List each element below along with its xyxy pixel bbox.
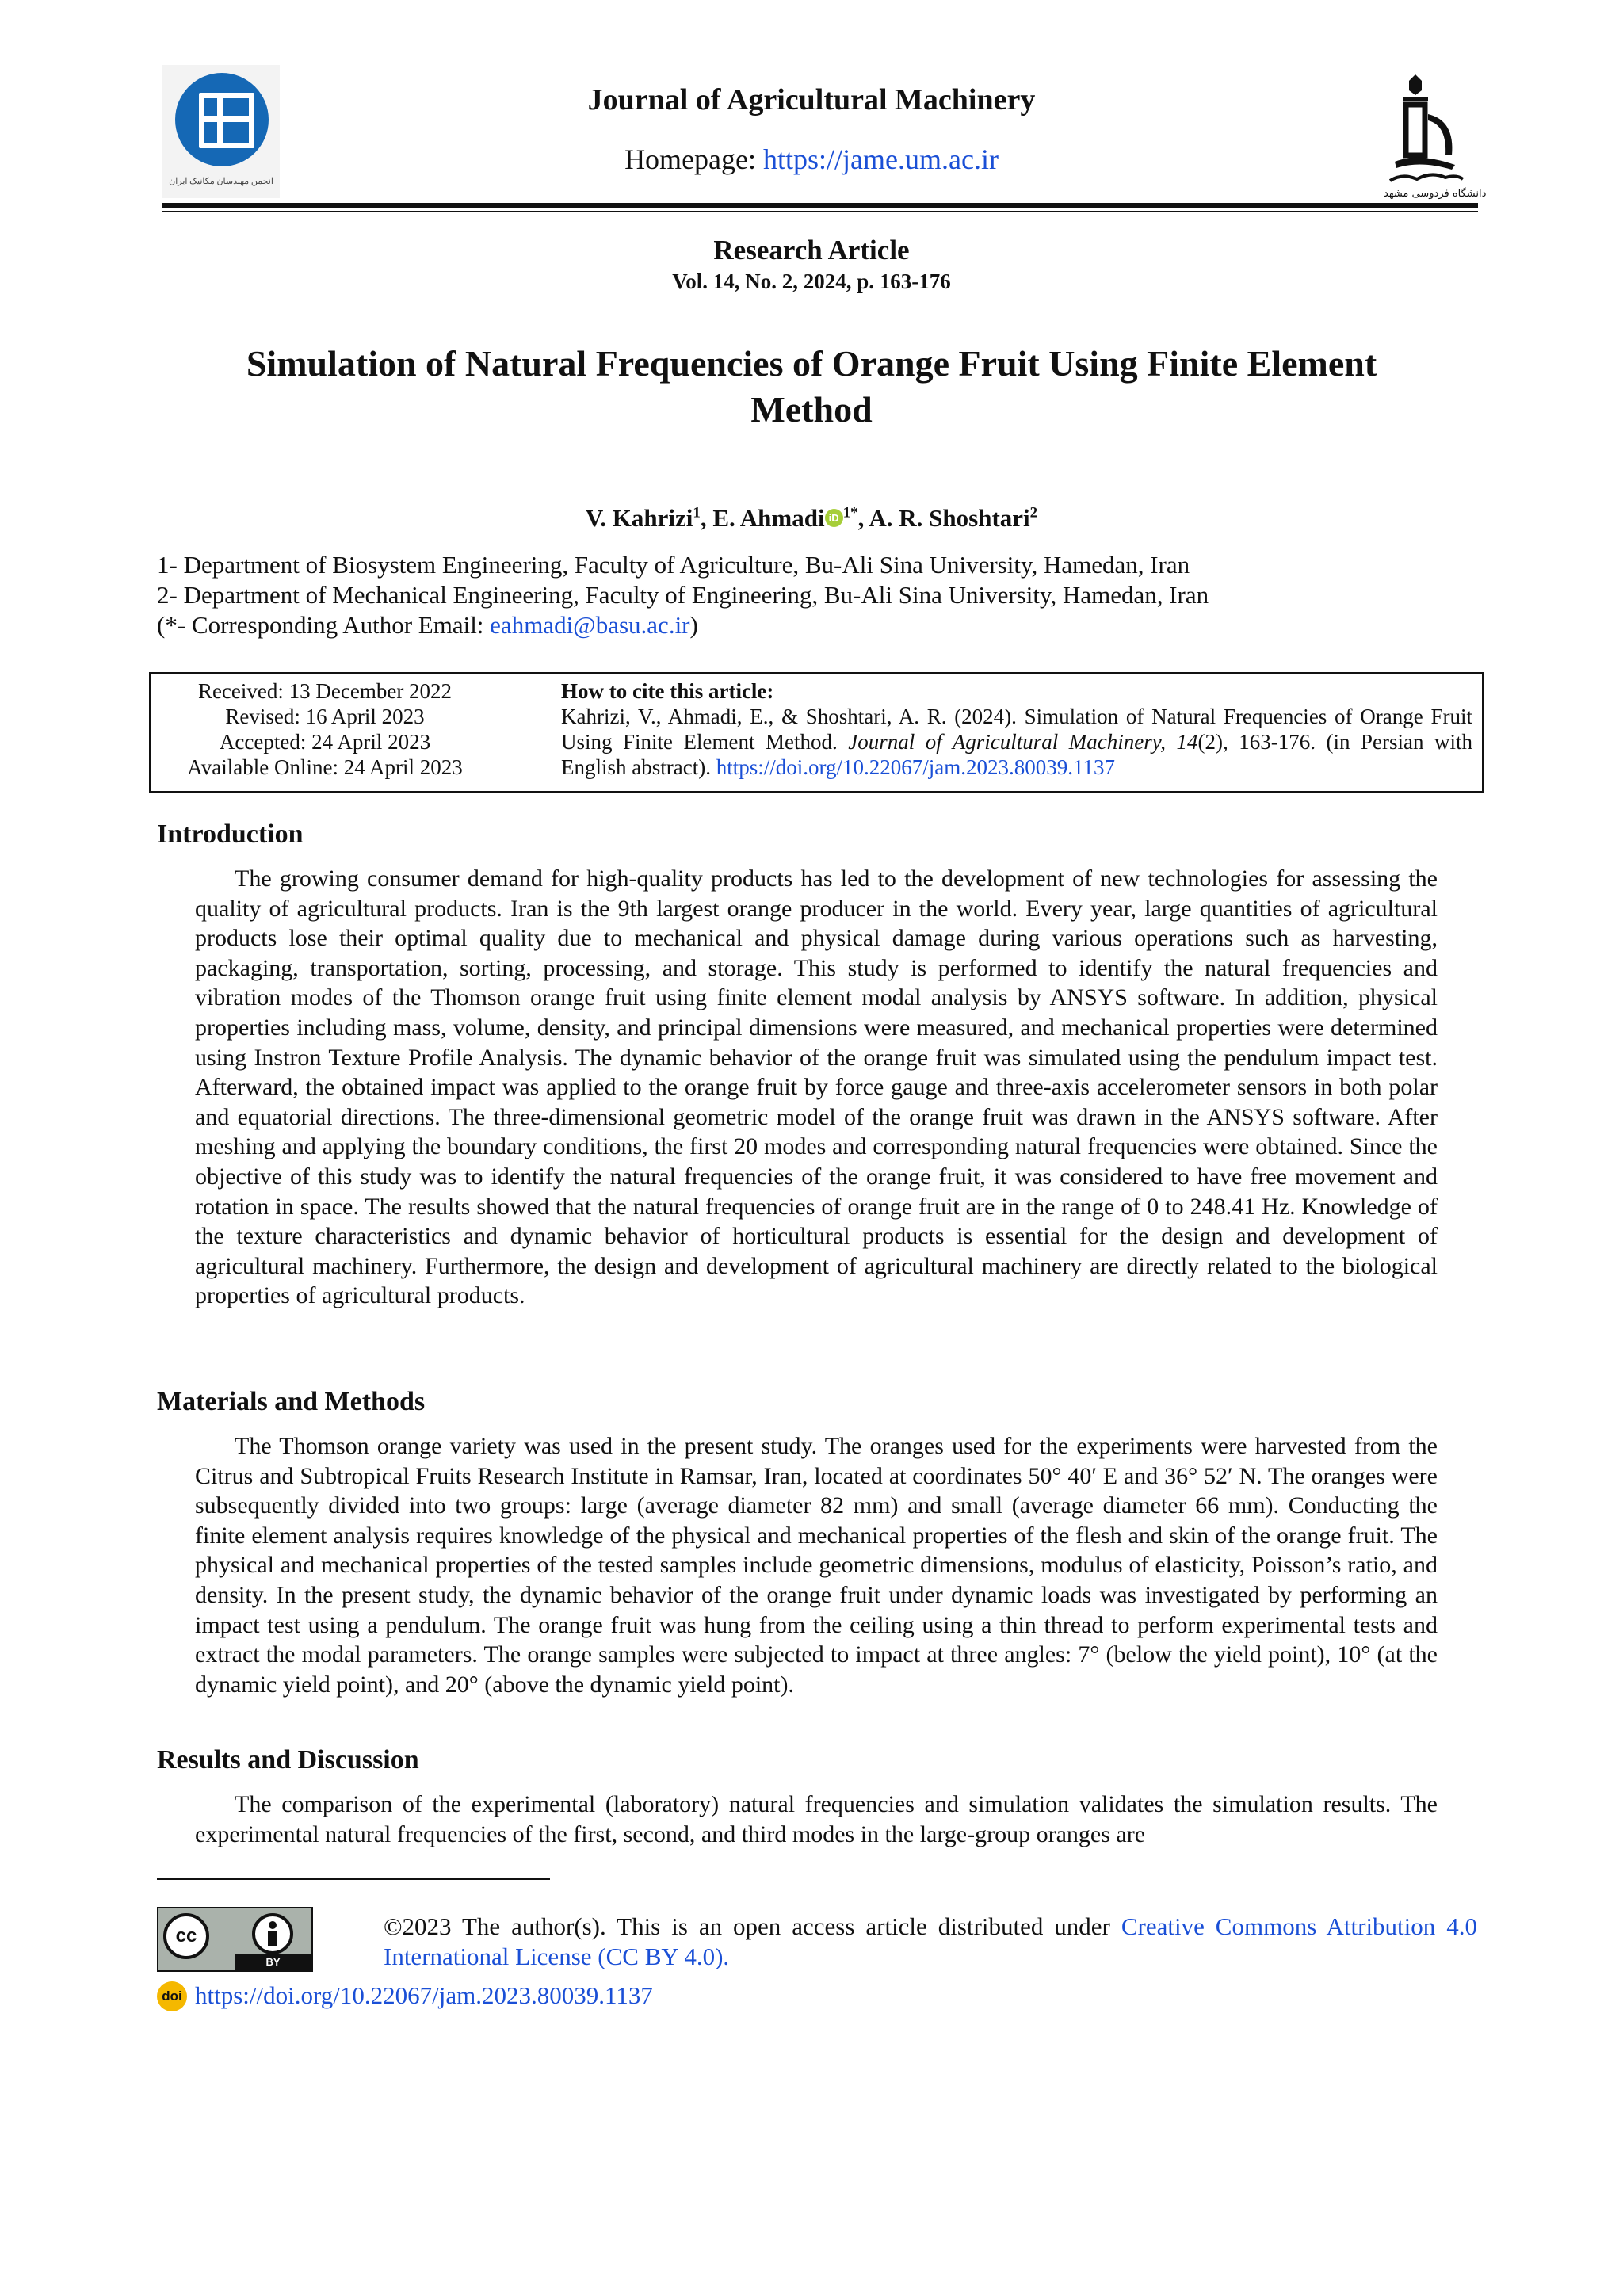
cite-text-1: Kahrizi, V., Ahmadi, E., & Shoshtari, A. R. (2024). Simulation of Natural Frequencies of Orange Fruit Using Finite Element Method. bbox=[561, 705, 1472, 754]
article-type: Research Article bbox=[713, 235, 910, 266]
author-name: A. R. Shoshtari bbox=[869, 504, 1030, 532]
license-prefix: ©2023 The author(s). This is an open access article distributed under bbox=[384, 1912, 1121, 1940]
affiliations bbox=[157, 550, 1209, 640]
results-heading: Results and Discussion bbox=[157, 1745, 419, 1775]
date-online: Available Online: 24 April 2023 bbox=[187, 755, 463, 779]
paper-title: Simulation of Natural Frequencies of Orange Fruit Using Finite Element Method bbox=[246, 343, 1377, 430]
intro-heading: Introduction bbox=[157, 819, 304, 849]
by-label: BY bbox=[235, 1954, 311, 1970]
header-rule-thin bbox=[162, 211, 1478, 212]
journal-title: Journal of Agricultural Machinery bbox=[587, 83, 1036, 117]
orcid-icon[interactable]: iD bbox=[825, 509, 843, 527]
results-paragraph: The comparison of the experimental (laboratory) natural frequencies and simulation validates the simulation results. The experimental natural frequencies of the first, second, and third modes in the large-group oranges are bbox=[195, 1791, 1438, 1847]
article-dates bbox=[166, 678, 483, 780]
attribution-person-icon bbox=[252, 1913, 293, 1954]
author-affil-mark: 1* bbox=[842, 504, 858, 521]
cc-icon: cc bbox=[163, 1913, 209, 1959]
citation-box bbox=[149, 672, 1484, 793]
doi-icon: doi bbox=[157, 1981, 187, 2011]
corr-prefix: (*- Corresponding Author Email: bbox=[157, 611, 491, 639]
intro-paragraph: The growing consumer demand for high-quality products has led to the development of new technologies for assessing the quality of agricultural products. Iran is the 9th largest orange producer in the world. Every year, large quantities of agricultural products lose their optimal quality due to mechanical and physical damage during various operations such as harvesting, packaging, transportation, sorting, processing, and storage. This study is performed to identify the natural frequencies and vibration modes of the Thomson orange fruit using finite element modal analysis by ANSYS software. In addition, physical properties including mass, volume, density, and principal dimensions were measured, and mechanical properties were determined using Instron Texture Profile Analysis. The dynamic behavior of the orange fruit was simulated using the pendulum impact test. Afterward, the obtained impact was applied to the orange fruit by force gauge and three-axis accelerometer sensors in both polar and equatorial directions. The three-dimensional geometric model of the orange fruit was drawn in the ANSYS software. After meshing and applying the boundary conditions, the first 20 modes and corresponding natural frequencies were obtained. Since the objective of this study was to identify the natural frequencies of the orange fruit, it was considered to have free movement and rotation in space. The results showed that the natural frequencies of orange fruit are in the range of 0 to 248.41 Hz. Knowledge of the texture characteristics and dynamic behavior of horticultural products is essential for the design and development of agricultural machinery. Furthermore, the design and development of agricultural machinery are directly related to the biological properties of agricultural products. bbox=[195, 865, 1438, 1309]
corresponding-author bbox=[157, 610, 1209, 640]
date-revised: Revised: 16 April 2023 bbox=[225, 705, 425, 728]
footnote-rule bbox=[157, 1878, 550, 1880]
author-list: V. Kahrizi$^1$, E. Ahmadi iD $^{1*}$, A. R. Shoshtari$^2$ bbox=[585, 504, 1038, 532]
corr-email-link[interactable]: eahmadi@basu.ac.ir bbox=[490, 611, 690, 639]
how-to-cite bbox=[561, 678, 1472, 780]
university-logo-caption: دانشگاه فردوسی مشهد bbox=[1384, 188, 1487, 200]
affiliation-2: 2- Department of Mechanical Engineering, Faculty of Engineering, Bu-Ali Sina University, Hamedan, Iran bbox=[157, 581, 1209, 609]
cite-text-2: (2), 163-176. (in Persian with English abstract). bbox=[561, 730, 1472, 779]
author-affil-mark: 2 bbox=[1029, 504, 1038, 521]
homepage-label: Homepage: bbox=[624, 143, 763, 175]
cite-journal: Journal of Agricultural Machinery, 14 bbox=[848, 730, 1198, 754]
doi-link[interactable]: https://doi.org/10.22067/jam.2023.80039.1137 bbox=[195, 1981, 653, 2009]
author-name: E. Ahmadi bbox=[712, 504, 825, 532]
corr-suffix: ) bbox=[689, 611, 698, 639]
header-rule-thick bbox=[162, 203, 1478, 208]
university-emblem-icon bbox=[1379, 73, 1487, 200]
author-name: V. Kahrizi bbox=[585, 504, 693, 532]
society-logo-caption: انجمن مهندسان مکانیک ایران bbox=[169, 177, 273, 186]
methods-heading: Materials and Methods bbox=[157, 1387, 426, 1416]
license-link[interactable]: Creative Commons Attribution 4.0 International License (CC BY 4.0). bbox=[384, 1912, 1477, 1970]
volume-info: Vol. 14, No. 2, 2024, p. 163-176 bbox=[672, 269, 951, 293]
license-text bbox=[384, 1912, 1477, 1972]
affiliation-1: 1- Department of Biosystem Engineering, Faculty of Agriculture, Bu-Ali Sina University, Hamedan, Iran bbox=[157, 551, 1190, 579]
date-accepted: Accepted: 24 April 2023 bbox=[219, 730, 431, 754]
cite-heading: How to cite this article: bbox=[561, 679, 774, 703]
university-logo bbox=[1379, 73, 1487, 200]
homepage-link[interactable]: https://jame.um.ac.ir bbox=[763, 143, 999, 175]
cite-doi-link[interactable]: https://doi.org/10.22067/jam.2023.80039.1137 bbox=[716, 755, 1115, 779]
author-affil-mark: 1 bbox=[693, 504, 701, 521]
cc-by-badge[interactable] bbox=[157, 1907, 313, 1972]
methods-paragraph: The Thomson orange variety was used in the present study. The oranges used for the experiments were harvested from the Citrus and Subtropical Fruits Research Institute in Ramsar, Iran, located at coordinates 50° 40′ E and 36° 52′ N. The oranges were subsequently divided into two groups: large (average diameter 82 mm) and small (average diameter 66 mm). Conducting the finite element analysis requires knowledge of the physical and mechanical properties of the flesh and skin of the orange fruit. The physical and mechanical properties of the tested samples include geometric dimensions, modulus of elasticity, Poisson’s ratio, and density. In the present study, the dynamic behavior of the orange fruit under dynamic loads was investigated by performing an impact test using a pendulum. The orange fruit was hung from the ceiling using a thin thread to perform experimental tests and extract the modal parameters. The orange samples were subjected to impact at three angles: 7° (below the yield point), 10° (at the dynamic yield point), and 20° (above the dynamic yield point). bbox=[195, 1433, 1438, 1698]
date-received: Received: 13 December 2022 bbox=[197, 679, 453, 703]
